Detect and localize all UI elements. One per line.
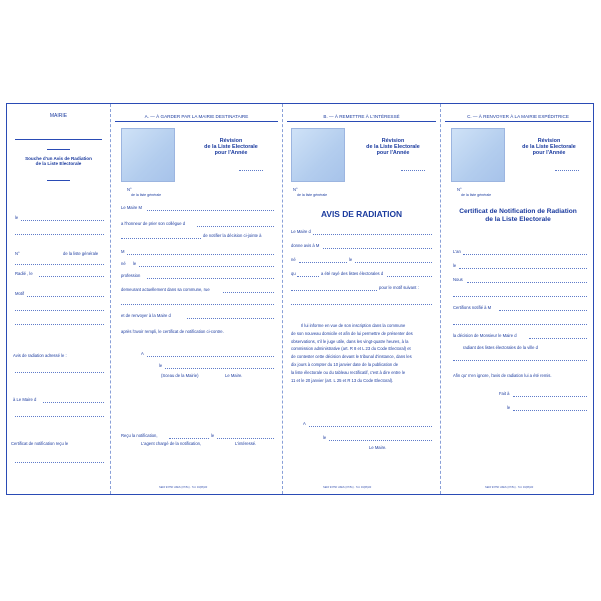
- m-label: M: [121, 249, 125, 254]
- line-field[interactable]: [453, 296, 587, 297]
- maire-label: Le Maire M: [121, 205, 142, 210]
- n-label: N°: [127, 187, 132, 192]
- collegue-field[interactable]: [197, 226, 274, 227]
- recu-field[interactable]: [169, 438, 209, 439]
- liste-label: de la liste générale: [63, 251, 99, 256]
- le-maire-label: Le Maire d: [291, 229, 311, 234]
- liste-label: de la liste générale: [297, 193, 328, 197]
- header-line: [445, 121, 591, 122]
- le-label: le: [453, 263, 457, 268]
- renvoyer-field[interactable]: [187, 318, 274, 319]
- radie-field[interactable]: [39, 276, 104, 277]
- line-field[interactable]: [15, 234, 104, 235]
- certifions-label: Certifions notifié à M: [453, 305, 492, 310]
- avis-title: AVIS DE RADIATION: [320, 209, 403, 219]
- ne-label: né: [291, 257, 296, 262]
- apres-label: après l'avoir rempli, le certificat de notification ci-contre.: [121, 329, 224, 334]
- separator-line-2: [47, 180, 70, 181]
- le-label-2: le: [507, 405, 511, 410]
- donne-field[interactable]: [323, 248, 432, 249]
- maire-field[interactable]: [313, 234, 432, 235]
- agent-label: L'agent chargé de la notification,: [141, 441, 202, 446]
- annee-field[interactable]: [401, 170, 425, 171]
- donne-avis-label: donne avis à M: [291, 243, 320, 248]
- line-field[interactable]: [15, 264, 104, 265]
- line-field[interactable]: [15, 462, 104, 463]
- panel-c: [441, 104, 595, 494]
- annee-field[interactable]: [555, 170, 579, 171]
- motif-label: Motif: [15, 291, 25, 296]
- raye-label: a été rayé des listes électorales d: [321, 271, 384, 276]
- motif-field[interactable]: [291, 304, 432, 305]
- raye-field[interactable]: [387, 276, 432, 277]
- ne-label: né: [121, 261, 126, 266]
- n-label: N°: [457, 187, 462, 192]
- m-field[interactable]: [127, 254, 274, 255]
- printer-stamp: SEDI 93756 UZES (07/51) · Tél. 04(66)00: [323, 486, 372, 489]
- mairie-line: [15, 139, 102, 140]
- legal-body: Il lui informe en vue de son inscription dans la commune de son nouveau domicile et afin de lui permettre de présenter des observations, s'il le juge utile, dans les vingt-quatre heures, à la commission administrative (art. R 8 et L 23 du Code Electoral) et de contester cette décision devant le tribunal d'instance, dans les dix jours à compter du 10 janvier date de la publication de la liste électorale ou du tableau rectificatif, c'est à dire entre le 11 et le 20 janvier (art. L 25 et R 13 du Code Electoral).: [291, 323, 413, 383]
- motif-label: pour le motif suivant :: [379, 285, 419, 290]
- rue-field[interactable]: [223, 292, 274, 293]
- panel-b: [283, 104, 441, 494]
- fait-a-field[interactable]: [513, 396, 587, 397]
- n-label: N°: [15, 251, 20, 256]
- n-label: N°: [293, 187, 298, 192]
- line-field[interactable]: [453, 324, 587, 325]
- sceau-label: (Sceau de la Mairie): [161, 373, 199, 378]
- line-field[interactable]: [453, 360, 587, 361]
- le-label: le: [15, 215, 19, 220]
- panel-b-header: B. — À REMETTRE À L'INTÉRESSÉ: [323, 114, 400, 119]
- date-field[interactable]: [513, 410, 587, 411]
- motif-field[interactable]: [27, 296, 104, 297]
- recu-label: Reçu la notification,: [121, 433, 158, 438]
- line-field[interactable]: [15, 324, 104, 325]
- recu-date-field[interactable]: [217, 438, 274, 439]
- watermark-box: [291, 128, 345, 182]
- watermark-box: [121, 128, 175, 182]
- annee-field[interactable]: [239, 170, 263, 171]
- panel-c-header: C. — À RENVOYER À LA MAIRIE EXPÉDITRICE: [467, 114, 569, 119]
- certificat-label: Certificat de notification reçu le: [11, 441, 69, 446]
- le-maire-label: Le Maire.: [225, 373, 243, 378]
- a-label: A: [303, 421, 306, 426]
- form-sheet: [6, 103, 594, 495]
- nous-label: Nous: [453, 277, 463, 282]
- le-label-3: le: [211, 433, 215, 438]
- afin-label: Afin qu' n'en ignore, l'avis de radiation lui a été remis.: [453, 373, 552, 378]
- header-line: [115, 121, 278, 122]
- fait-a-label: Fait à: [499, 391, 510, 396]
- printer-stamp: SEDI 93756 UZES (07/51) · Tél. 04(66)00: [159, 486, 208, 489]
- revision-title: Révision de la Liste Electorale pour l'Année: [366, 138, 420, 157]
- decision-field[interactable]: [529, 338, 587, 339]
- line-field[interactable]: [15, 310, 104, 311]
- panel-souche: [7, 104, 111, 494]
- qu-label: qu: [291, 271, 296, 276]
- le-label: le: [349, 257, 353, 262]
- radiant-label: radiant des listes électorales de la ville d: [463, 345, 538, 350]
- certifions-field[interactable]: [499, 310, 587, 311]
- avis-label: Avis de radiation adressé le :: [13, 353, 67, 358]
- le-field[interactable]: [21, 220, 104, 221]
- le-label-2: le: [159, 363, 163, 368]
- header-line: [287, 121, 436, 122]
- maire-field[interactable]: [147, 210, 274, 211]
- a-label: A: [141, 351, 144, 356]
- separator-line: [47, 149, 70, 150]
- watermark-box: [451, 128, 505, 182]
- le-maire-signature: Le Maire.: [369, 445, 387, 450]
- le-field[interactable]: [355, 262, 432, 263]
- radie-label: Radié , le: [15, 271, 33, 276]
- panel-a-header: A. — À GARDER PAR LA MAIRIE DESTINATAIRE: [144, 114, 249, 119]
- notifier-label: de notifier la décision ci-jointe à: [203, 233, 262, 238]
- interesse-label: L'intéressé.: [235, 441, 257, 446]
- line-field[interactable]: [15, 372, 104, 373]
- mairie-title: MAIRIE: [49, 113, 68, 119]
- revision-title: Révision de la Liste Electorale pour l'Année: [204, 138, 258, 157]
- line-field[interactable]: [121, 238, 201, 239]
- line-field[interactable]: [121, 304, 274, 305]
- certificat-title: Certificat de Notification de Radiation de la Liste Electorale: [459, 208, 577, 223]
- le-label: le: [133, 261, 137, 266]
- line-field[interactable]: [15, 416, 104, 417]
- a-field[interactable]: [309, 426, 432, 427]
- le-field[interactable]: [459, 268, 587, 269]
- a-field[interactable]: [147, 356, 274, 357]
- honneur-label: a l'honneur de prier son collègue d: [121, 221, 186, 226]
- date-field[interactable]: [329, 440, 432, 441]
- nous-field[interactable]: [467, 282, 587, 283]
- souche-title: Souche d'un Avis de Radiation de la Liste Electorale: [25, 156, 92, 167]
- panel-a: [111, 104, 283, 494]
- decision-label: la décision de Monsieur le Maire d: [453, 333, 517, 338]
- le-label-2: le: [323, 435, 327, 440]
- liste-label: de la liste générale: [461, 193, 492, 197]
- ne-field[interactable]: [299, 262, 347, 263]
- maire-label: à Le Maire d: [13, 397, 37, 402]
- profession-label: profession: [121, 273, 141, 278]
- line-field[interactable]: [291, 290, 377, 291]
- qu-field[interactable]: [297, 276, 319, 277]
- lan-field[interactable]: [463, 254, 587, 255]
- date-field[interactable]: [165, 368, 274, 369]
- renvoyer-label: et de renvoyer à la Maire d: [121, 313, 171, 318]
- profession-field[interactable]: [147, 278, 274, 279]
- maire-field[interactable]: [43, 402, 104, 403]
- lan-label: L'an: [453, 249, 461, 254]
- demeurant-label: demeurant actuellement dans sa commune, rue: [121, 287, 210, 292]
- ne-field[interactable]: [139, 266, 274, 267]
- printer-stamp: SEDI 93756 UZES (07/51) · Tél. 04(66)00: [485, 486, 534, 489]
- liste-label: de la liste générale: [131, 193, 162, 197]
- revision-title: Révision de la Liste Electorale pour l'Année: [522, 138, 576, 157]
